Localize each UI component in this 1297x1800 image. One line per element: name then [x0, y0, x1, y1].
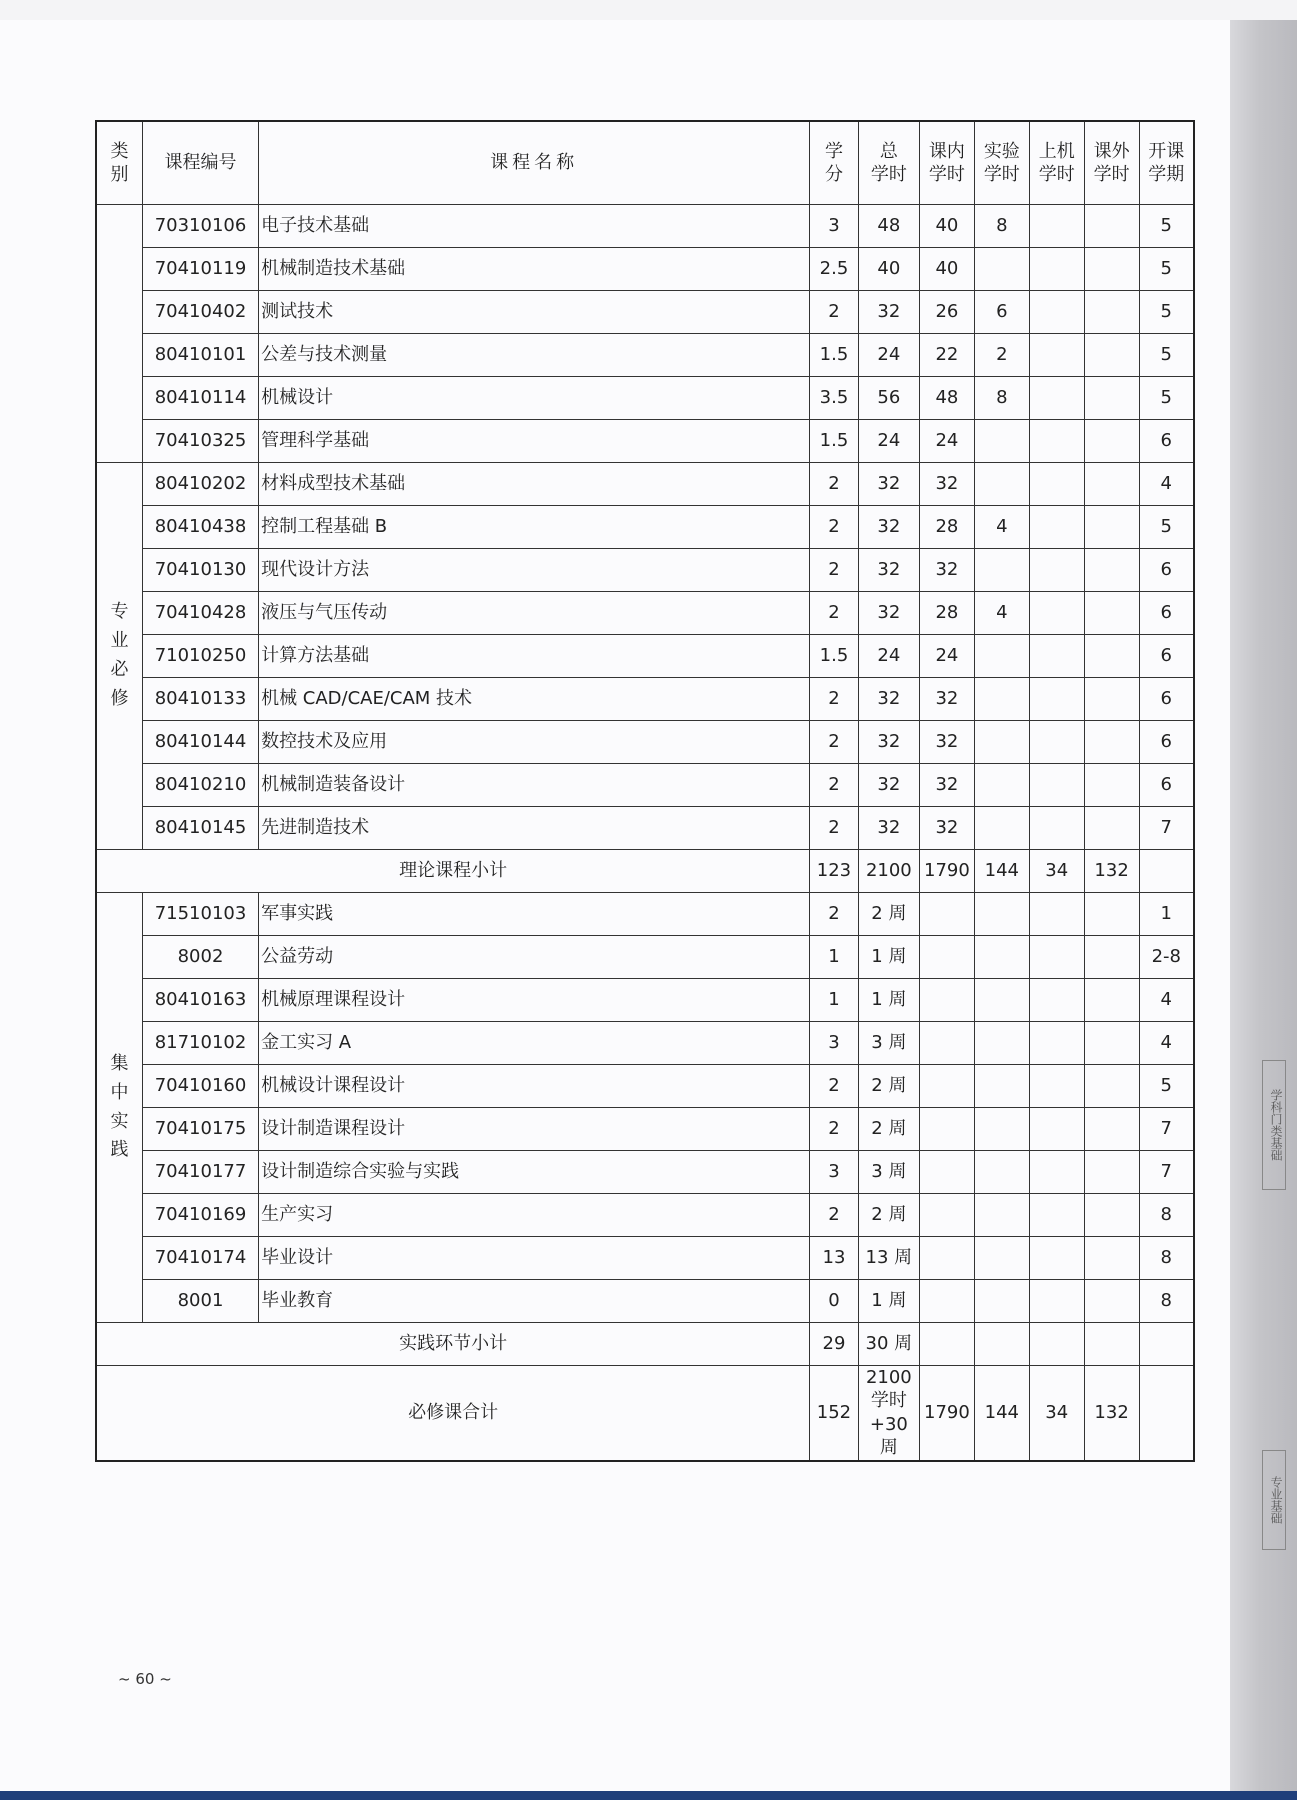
table-row: [96, 205, 1194, 248]
course-code: 80410101: [142, 334, 258, 377]
course-name: 机械设计: [259, 377, 810, 420]
course-credits: 2: [810, 678, 859, 721]
course-computer-hours: [1029, 549, 1084, 592]
required-total-extra-hours: 132: [1084, 1366, 1139, 1461]
course-credits: 1.5: [810, 334, 859, 377]
course-computer-hours: [1029, 334, 1084, 377]
course-computer-hours: [1029, 420, 1084, 463]
table-row: [96, 764, 1194, 807]
header-total-hours: 总 学时: [858, 121, 919, 205]
course-total-hours: 48: [858, 205, 919, 248]
header-credits: 学 分: [810, 121, 859, 205]
course-total-hours: 2 周: [858, 1065, 919, 1108]
course-name: 设计制造综合实验与实践: [259, 1151, 810, 1194]
course-computer-hours: [1029, 592, 1084, 635]
course-credits: 3: [810, 1151, 859, 1194]
course-computer-hours: [1029, 721, 1084, 764]
course-semester: 6: [1139, 721, 1194, 764]
course-class-hours: 24: [919, 635, 974, 678]
course-total-hours: 1 周: [858, 1280, 919, 1323]
course-total-hours: 32: [858, 506, 919, 549]
course-semester: 4: [1139, 979, 1194, 1022]
table-row: [96, 463, 1194, 506]
course-lab-hours: 8: [974, 205, 1029, 248]
course-semester: 1: [1139, 893, 1194, 936]
course-total-hours: 32: [858, 764, 919, 807]
course-extra-hours: [1084, 334, 1139, 377]
course-credits: 2: [810, 506, 859, 549]
theory-subtotal-label: 理论课程小计: [96, 850, 810, 893]
course-semester: 7: [1139, 807, 1194, 850]
subtotal-computer-hours: 34: [1029, 850, 1084, 893]
table-row: [96, 721, 1194, 764]
course-class-hours: 22: [919, 334, 974, 377]
course-total-hours: 24: [858, 420, 919, 463]
course-semester: 5: [1139, 506, 1194, 549]
header-computer-hours: 上机 学时: [1029, 121, 1084, 205]
theory-subtotal-row: [96, 850, 1194, 893]
course-credits: 1: [810, 979, 859, 1022]
course-lab-hours: [974, 248, 1029, 291]
course-credits: 1.5: [810, 420, 859, 463]
course-semester: 8: [1139, 1237, 1194, 1280]
course-lab-hours: [974, 678, 1029, 721]
course-extra-hours: [1084, 248, 1139, 291]
course-name: 测试技术: [259, 291, 810, 334]
course-total-hours: 3 周: [858, 1151, 919, 1194]
table-row: [96, 377, 1194, 420]
course-semester: 6: [1139, 549, 1194, 592]
subtotal-class-hours: 1790: [919, 850, 974, 893]
course-total-hours: 24: [858, 635, 919, 678]
course-computer-hours: [1029, 248, 1084, 291]
spine-label-2: 专业基础: [1262, 1450, 1286, 1550]
course-computer-hours: [1029, 678, 1084, 721]
course-total-hours: 32: [858, 463, 919, 506]
course-code: 80410133: [142, 678, 258, 721]
course-semester: 2-8: [1139, 936, 1194, 979]
course-class-hours: 28: [919, 506, 974, 549]
subtotal-total-hours: 2100: [858, 850, 919, 893]
course-semester: 6: [1139, 635, 1194, 678]
category-practice: 集 中 实 践: [96, 893, 142, 1323]
course-name: 管理科学基础: [259, 420, 810, 463]
course-name: 公益劳动: [259, 936, 810, 979]
course-name: 金工实习 A: [259, 1022, 810, 1065]
table-row: [96, 1108, 1194, 1151]
course-code: 70410169: [142, 1194, 258, 1237]
course-credits: 3: [810, 1022, 859, 1065]
course-credits: 2: [810, 1108, 859, 1151]
course-total-hours: 2 周: [858, 1194, 919, 1237]
course-computer-hours: [1029, 291, 1084, 334]
table-row: [96, 635, 1194, 678]
course-extra-hours: [1084, 592, 1139, 635]
course-code: 80410145: [142, 807, 258, 850]
course-code: 70410325: [142, 420, 258, 463]
course-credits: 0: [810, 1280, 859, 1323]
course-name: 设计制造课程设计: [259, 1108, 810, 1151]
course-total-hours: 1 周: [858, 936, 919, 979]
course-class-hours: 32: [919, 463, 974, 506]
course-code: 70410177: [142, 1151, 258, 1194]
course-extra-hours: [1084, 678, 1139, 721]
course-class-hours: 40: [919, 248, 974, 291]
header-extra-hours: 课外 学时: [1084, 121, 1139, 205]
required-total-class-hours: 1790: [919, 1366, 974, 1461]
course-extra-hours: [1084, 721, 1139, 764]
course-extra-hours: [1084, 291, 1139, 334]
course-code: 8001: [142, 1280, 258, 1323]
course-credits: 2: [810, 764, 859, 807]
table-row: [96, 807, 1194, 850]
course-code: 70410160: [142, 1065, 258, 1108]
table-row: [96, 979, 1194, 1022]
table-row: [96, 1151, 1194, 1194]
course-class-hours: 40: [919, 205, 974, 248]
course-credits: 2.5: [810, 248, 859, 291]
course-credits: 2: [810, 893, 859, 936]
table-row: [96, 291, 1194, 334]
course-credits: 1: [810, 936, 859, 979]
course-credits: 2: [810, 549, 859, 592]
required-total-row: [96, 1366, 1194, 1461]
course-class-hours: 26: [919, 291, 974, 334]
table-row: [96, 506, 1194, 549]
course-lab-hours: [974, 635, 1029, 678]
table-row: [96, 420, 1194, 463]
course-total-hours: 32: [858, 678, 919, 721]
course-lab-hours: 8: [974, 377, 1029, 420]
course-name: 机械 CAD/CAE/CAM 技术: [259, 678, 810, 721]
course-computer-hours: [1029, 506, 1084, 549]
table-row: [96, 893, 1194, 936]
course-code: 70410428: [142, 592, 258, 635]
course-semester: 8: [1139, 1280, 1194, 1323]
course-extra-hours: [1084, 764, 1139, 807]
course-class-hours: 48: [919, 377, 974, 420]
course-credits: 2: [810, 291, 859, 334]
course-lab-hours: [974, 764, 1029, 807]
course-extra-hours: [1084, 420, 1139, 463]
page-number: ~ 60 ~: [118, 1670, 172, 1688]
course-name: 军事实践: [259, 893, 810, 936]
course-code: 80410210: [142, 764, 258, 807]
table-row: [96, 1065, 1194, 1108]
course-name: 数控技术及应用: [259, 721, 810, 764]
required-total-credits: 152: [810, 1366, 859, 1461]
table-row: [96, 334, 1194, 377]
course-computer-hours: [1029, 635, 1084, 678]
course-code: 8002: [142, 936, 258, 979]
course-name: 液压与气压传动: [259, 592, 810, 635]
table-row: [96, 248, 1194, 291]
practice-subtotal-total: 30 周: [858, 1323, 919, 1366]
course-semester: 4: [1139, 463, 1194, 506]
course-code: 80410144: [142, 721, 258, 764]
course-total-hours: 32: [858, 592, 919, 635]
course-credits: 13: [810, 1237, 859, 1280]
course-extra-hours: [1084, 635, 1139, 678]
course-lab-hours: 4: [974, 592, 1029, 635]
course-name: 先进制造技术: [259, 807, 810, 850]
course-credits: 3: [810, 205, 859, 248]
course-class-hours: 32: [919, 764, 974, 807]
course-class-hours: 28: [919, 592, 974, 635]
course-credits: 2: [810, 463, 859, 506]
table-row: [96, 678, 1194, 721]
course-total-hours: 32: [858, 549, 919, 592]
course-lab-hours: [974, 420, 1029, 463]
course-name: 毕业教育: [259, 1280, 810, 1323]
header-category: 类 别: [96, 121, 142, 205]
table-row: [96, 936, 1194, 979]
course-table: [95, 120, 1195, 1462]
course-code: 81710102: [142, 1022, 258, 1065]
table-row: [96, 1194, 1194, 1237]
course-credits: 2: [810, 592, 859, 635]
course-computer-hours: [1029, 377, 1084, 420]
header-code: 课程编号: [142, 121, 258, 205]
course-semester: 5: [1139, 377, 1194, 420]
practice-subtotal-label: 实践环节小计: [96, 1323, 810, 1366]
course-total-hours: 32: [858, 807, 919, 850]
course-extra-hours: [1084, 377, 1139, 420]
course-name: 现代设计方法: [259, 549, 810, 592]
course-extra-hours: [1084, 506, 1139, 549]
course-total-hours: 40: [858, 248, 919, 291]
subtotal-lab-hours: 144: [974, 850, 1029, 893]
category-cell-continued: [96, 205, 142, 463]
header-name: 课程名称: [259, 121, 810, 205]
course-name: 机械制造技术基础: [259, 248, 810, 291]
course-name: 材料成型技术基础: [259, 463, 810, 506]
course-class-hours: 32: [919, 678, 974, 721]
subtotal-extra-hours: 132: [1084, 850, 1139, 893]
table-row: [96, 1280, 1194, 1323]
course-semester: 6: [1139, 678, 1194, 721]
course-credits: 2: [810, 721, 859, 764]
course-class-hours: 32: [919, 549, 974, 592]
course-code: 70310106: [142, 205, 258, 248]
course-name: 机械原理课程设计: [259, 979, 810, 1022]
course-code: 80410114: [142, 377, 258, 420]
course-credits: 2: [810, 1194, 859, 1237]
practice-subtotal-row: [96, 1323, 1194, 1366]
course-semester: 6: [1139, 420, 1194, 463]
course-credits: 3.5: [810, 377, 859, 420]
course-extra-hours: [1084, 205, 1139, 248]
course-extra-hours: [1084, 549, 1139, 592]
course-semester: 5: [1139, 205, 1194, 248]
practice-subtotal-credits: 29: [810, 1323, 859, 1366]
course-total-hours: 56: [858, 377, 919, 420]
course-semester: 7: [1139, 1108, 1194, 1151]
course-semester: 6: [1139, 764, 1194, 807]
course-semester: 7: [1139, 1151, 1194, 1194]
course-computer-hours: [1029, 807, 1084, 850]
course-total-hours: 32: [858, 721, 919, 764]
course-code: 80410163: [142, 979, 258, 1022]
course-code: 70410174: [142, 1237, 258, 1280]
course-semester: 6: [1139, 592, 1194, 635]
required-total-hours: 2100 学时 +30 周: [858, 1366, 919, 1461]
course-class-hours: 32: [919, 807, 974, 850]
course-extra-hours: [1084, 807, 1139, 850]
category-major-required: 专 业 必 修: [96, 463, 142, 850]
course-total-hours: 2 周: [858, 893, 919, 936]
course-code: 71010250: [142, 635, 258, 678]
course-name: 毕业设计: [259, 1237, 810, 1280]
course-name: 机械设计课程设计: [259, 1065, 810, 1108]
course-code: 70410119: [142, 248, 258, 291]
course-semester: 5: [1139, 248, 1194, 291]
course-name: 控制工程基础 B: [259, 506, 810, 549]
course-name: 公差与技术测量: [259, 334, 810, 377]
course-class-hours: 32: [919, 721, 974, 764]
subtotal-credits: 123: [810, 850, 859, 893]
course-computer-hours: [1029, 764, 1084, 807]
course-code: 70410130: [142, 549, 258, 592]
subtotal-semester: [1139, 850, 1194, 893]
table-row: [96, 549, 1194, 592]
course-semester: 5: [1139, 1065, 1194, 1108]
course-total-hours: 13 周: [858, 1237, 919, 1280]
course-lab-hours: [974, 721, 1029, 764]
course-lab-hours: 2: [974, 334, 1029, 377]
course-code: 70410175: [142, 1108, 258, 1151]
course-lab-hours: [974, 463, 1029, 506]
course-lab-hours: 6: [974, 291, 1029, 334]
course-name: 机械制造装备设计: [259, 764, 810, 807]
course-computer-hours: [1029, 463, 1084, 506]
required-total-computer-hours: 34: [1029, 1366, 1084, 1461]
course-lab-hours: 4: [974, 506, 1029, 549]
course-total-hours: 24: [858, 334, 919, 377]
table-row: [96, 592, 1194, 635]
course-total-hours: 3 周: [858, 1022, 919, 1065]
course-semester: 5: [1139, 291, 1194, 334]
course-code: 80410438: [142, 506, 258, 549]
course-code: 71510103: [142, 893, 258, 936]
course-semester: 5: [1139, 334, 1194, 377]
bottom-edge-band: [0, 1791, 1297, 1800]
course-code: 80410202: [142, 463, 258, 506]
header-semester: 开课 学期: [1139, 121, 1194, 205]
course-computer-hours: [1029, 205, 1084, 248]
course-semester: 8: [1139, 1194, 1194, 1237]
required-total-lab-hours: 144: [974, 1366, 1029, 1461]
course-class-hours: 24: [919, 420, 974, 463]
course-total-hours: 32: [858, 291, 919, 334]
course-total-hours: 1 周: [858, 979, 919, 1022]
table-row: [96, 1022, 1194, 1065]
header-class-hours: 课内 学时: [919, 121, 974, 205]
table-header: [96, 121, 1194, 205]
spine-label-1: 学科门类基础: [1262, 1060, 1286, 1190]
course-code: 70410402: [142, 291, 258, 334]
course-name: 生产实习: [259, 1194, 810, 1237]
course-extra-hours: [1084, 463, 1139, 506]
header-lab-hours: 实验 学时: [974, 121, 1029, 205]
course-lab-hours: [974, 807, 1029, 850]
course-credits: 1.5: [810, 635, 859, 678]
course-credits: 2: [810, 1065, 859, 1108]
course-total-hours: 2 周: [858, 1108, 919, 1151]
required-total-label: 必修课合计: [96, 1366, 810, 1461]
course-lab-hours: [974, 549, 1029, 592]
course-semester: 4: [1139, 1022, 1194, 1065]
course-name: 计算方法基础: [259, 635, 810, 678]
course-credits: 2: [810, 807, 859, 850]
course-name: 电子技术基础: [259, 205, 810, 248]
table-row: [96, 1237, 1194, 1280]
